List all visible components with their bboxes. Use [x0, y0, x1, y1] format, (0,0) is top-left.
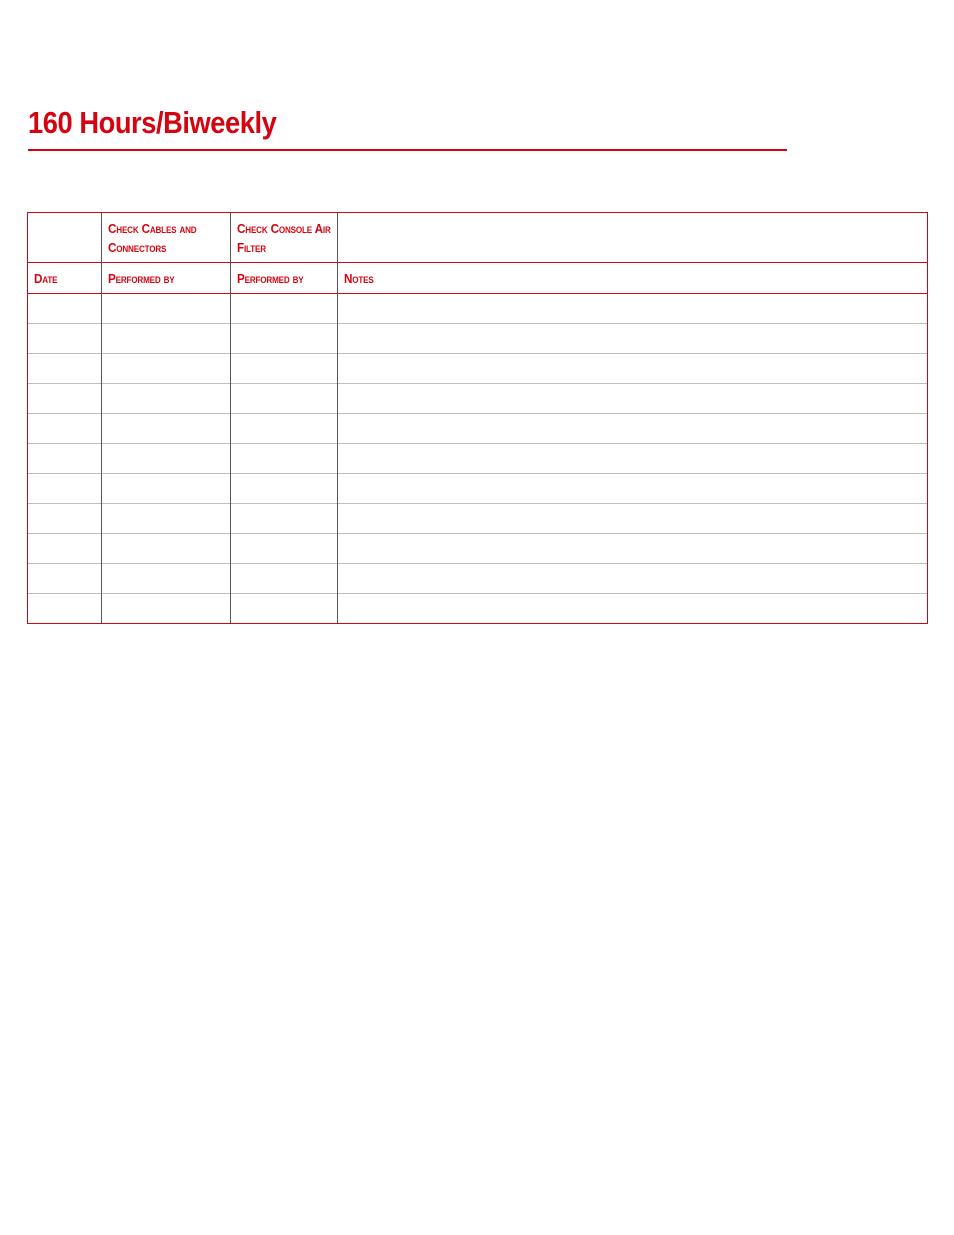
date-cell — [28, 504, 102, 534]
maintenance-log-table — [27, 212, 928, 624]
filter-performed-by-cell — [231, 504, 338, 534]
date-cell — [28, 414, 102, 444]
filter-performed-by-cell — [231, 564, 338, 594]
cables-performed-by-cell — [102, 324, 231, 354]
task-header-label: Check Console Air Filter — [237, 220, 331, 255]
cables-performed-by-cell — [102, 594, 231, 624]
filter-performed-by-cell — [231, 354, 338, 384]
table-row — [28, 564, 928, 594]
column-header-label: Performed by — [108, 270, 175, 286]
filter-performed-by-cell — [231, 324, 338, 354]
notes-cell — [338, 564, 928, 594]
date-cell — [28, 564, 102, 594]
task-header-cell-cables — [102, 213, 231, 263]
notes-cell — [338, 504, 928, 534]
column-header-performed-by-filter — [231, 263, 338, 294]
filter-performed-by-cell — [231, 474, 338, 504]
date-cell — [28, 534, 102, 564]
cables-performed-by-cell — [102, 534, 231, 564]
notes-cell — [338, 594, 928, 624]
filter-performed-by-cell — [231, 594, 338, 624]
column-header-label: Date — [34, 270, 58, 286]
table-row — [28, 384, 928, 414]
filter-performed-by-cell — [231, 534, 338, 564]
table-row — [28, 324, 928, 354]
notes-cell — [338, 384, 928, 414]
notes-cell — [338, 414, 928, 444]
table-row — [28, 594, 928, 624]
cables-performed-by-cell — [102, 294, 231, 324]
notes-cell — [338, 294, 928, 324]
table-row — [28, 414, 928, 444]
cables-performed-by-cell — [102, 504, 231, 534]
title-underline — [28, 149, 787, 151]
date-cell — [28, 324, 102, 354]
notes-cell — [338, 534, 928, 564]
cables-performed-by-cell — [102, 474, 231, 504]
table-row — [28, 354, 928, 384]
table-row — [28, 444, 928, 474]
task-header-cell-air-filter — [231, 213, 338, 263]
task-header-cell-date — [28, 213, 102, 263]
filter-performed-by-cell — [231, 444, 338, 474]
notes-cell — [338, 354, 928, 384]
cables-performed-by-cell — [102, 564, 231, 594]
task-header-label: Check Cables and Connectors — [108, 220, 197, 255]
table-row — [28, 474, 928, 504]
column-header-label: Performed by — [237, 270, 304, 286]
cables-performed-by-cell — [102, 444, 231, 474]
filter-performed-by-cell — [231, 414, 338, 444]
column-header-performed-by-cables — [102, 263, 231, 294]
date-cell — [28, 384, 102, 414]
date-cell — [28, 294, 102, 324]
cables-performed-by-cell — [102, 384, 231, 414]
page-title: 160 Hours/Biweekly — [28, 105, 277, 140]
date-cell — [28, 354, 102, 384]
date-cell — [28, 594, 102, 624]
cables-performed-by-cell — [102, 414, 231, 444]
filter-performed-by-cell — [231, 384, 338, 414]
column-header-label: Notes — [344, 270, 374, 286]
notes-cell — [338, 324, 928, 354]
column-header-date — [28, 263, 102, 294]
column-header-row — [28, 263, 928, 294]
task-header-row — [28, 213, 928, 263]
column-header-notes — [338, 263, 928, 294]
table-row — [28, 504, 928, 534]
filter-performed-by-cell — [231, 294, 338, 324]
table-row — [28, 294, 928, 324]
table-row — [28, 534, 928, 564]
log-table-body — [28, 213, 928, 624]
date-cell — [28, 444, 102, 474]
notes-cell — [338, 444, 928, 474]
notes-cell — [338, 474, 928, 504]
cables-performed-by-cell — [102, 354, 231, 384]
date-cell — [28, 474, 102, 504]
task-header-cell-notes — [338, 213, 928, 263]
